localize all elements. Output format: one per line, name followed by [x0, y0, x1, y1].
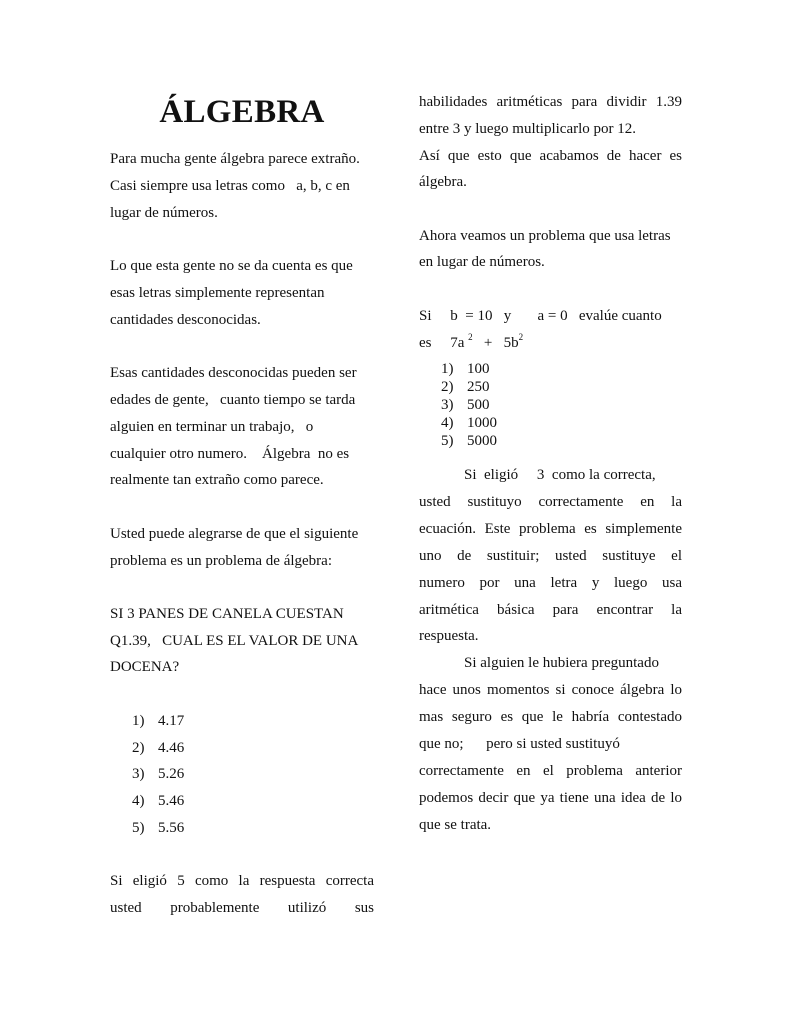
text-line: Si alguien le hubiera preguntado	[419, 655, 659, 671]
text-line: Ahora veamos un problema que usa letras	[419, 228, 671, 244]
answer-option	[441, 432, 497, 450]
text-line: en lugar de números.	[419, 254, 545, 270]
equation-line	[419, 334, 682, 352]
answer-option	[441, 360, 490, 378]
answer-option	[441, 378, 490, 396]
text-line: correctamente en el problema anterior	[419, 763, 682, 779]
answer-option	[132, 712, 184, 730]
text-line: numero por una letra y luego usa	[419, 575, 682, 591]
text-line: usted probablemente utilizó sus	[110, 900, 374, 916]
equation-term: + 5b	[472, 335, 519, 351]
option-number: 5)	[441, 433, 454, 449]
option-value: 5.26	[158, 766, 185, 782]
option-value: 5000	[467, 433, 497, 449]
exponent: 2	[468, 332, 473, 342]
answer-option	[441, 414, 497, 432]
text-line: Q1.39, CUAL ES EL VALOR DE UNA	[110, 633, 359, 649]
text-line: mas seguro es que le habría contestado	[419, 709, 682, 725]
text-line: SI 3 PANES DE CANELA CUESTAN	[110, 606, 344, 622]
option-number: 4)	[441, 415, 454, 431]
page-title: ÁLGEBRA	[159, 94, 325, 130]
text-line: Así que esto que acabamos de hacer es	[419, 148, 682, 164]
text-line: podemos decir que ya tiene una idea de lo	[419, 790, 682, 806]
option-value: 250	[467, 379, 490, 395]
text-line: habilidades aritméticas para dividir 1.39	[419, 94, 682, 110]
text-line: Si eligió 3 como la correcta,	[419, 467, 656, 483]
option-number: 2)	[132, 740, 145, 756]
option-number: 5)	[132, 820, 145, 836]
text-line: Usted puede alegrarse de que el siguiente	[110, 526, 359, 542]
text-line: DOCENA?	[110, 659, 180, 675]
text-line: Esas cantidades desconocidas pueden ser	[110, 365, 357, 381]
text-line: usted sustituyo correctamente en la	[419, 494, 682, 510]
exponent: 2	[518, 332, 524, 342]
text-line: Para mucha gente álgebra parece extraño.	[110, 151, 360, 167]
option-value: 100	[467, 361, 490, 377]
option-value: 4.46	[158, 740, 185, 756]
text-line: lugar de números.	[110, 205, 218, 221]
text-line: Lo que esta gente no se da cuenta es que	[110, 258, 353, 274]
text-line: cantidades desconocidas.	[110, 312, 261, 328]
text-line: álgebra.	[419, 174, 467, 190]
text-line: edades de gente, cuanto tiempo se tarda	[110, 392, 356, 408]
text-line: realmente tan extraño como parece.	[110, 472, 324, 488]
option-number: 4)	[132, 793, 145, 809]
answer-option	[132, 792, 184, 810]
option-number: 2)	[441, 379, 454, 395]
option-number: 1)	[132, 713, 145, 729]
option-value: 4.17	[158, 713, 185, 729]
text-line: entre 3 y luego multiplicarlo por 12.	[419, 121, 637, 137]
answer-option	[132, 739, 184, 757]
option-value: 5.46	[158, 793, 185, 809]
text-line: Si eligió 5 como la respuesta correcta	[110, 873, 374, 889]
answer-option	[441, 396, 490, 414]
answer-option	[132, 819, 184, 837]
text-line: uno de sustituir; usted sustituye el	[419, 548, 682, 564]
text-line: que no; pero si usted sustituyó	[419, 736, 620, 752]
text-line: ecuación. Este problema es simplemente	[419, 521, 682, 537]
text-line: Casi siempre usa letras como a, b, c en	[110, 178, 350, 194]
answer-option	[132, 765, 184, 783]
text-line: Si b = 10 y a = 0 evalúe cuanto	[419, 308, 662, 324]
text-line: alguien en terminar un trabajo, o	[110, 419, 314, 435]
equation-prefix: es 7a	[419, 335, 465, 351]
text-line: cualquier otro numero. Álgebra no es	[110, 446, 350, 462]
text-line: esas letras simplemente representan	[110, 285, 325, 301]
option-number: 1)	[441, 361, 454, 377]
option-value: 1000	[467, 415, 497, 431]
text-line: hace unos momentos si conoce álgebra lo	[419, 682, 682, 698]
option-number: 3)	[132, 766, 145, 782]
option-value: 5.56	[158, 820, 185, 836]
option-number: 3)	[441, 397, 454, 413]
text-line: respuesta.	[419, 628, 479, 644]
text-line: problema es un problema de álgebra:	[110, 553, 332, 569]
option-value: 500	[467, 397, 490, 413]
text-line: que se trata.	[419, 817, 492, 833]
text-line: aritmética básica para encontrar la	[419, 602, 682, 618]
